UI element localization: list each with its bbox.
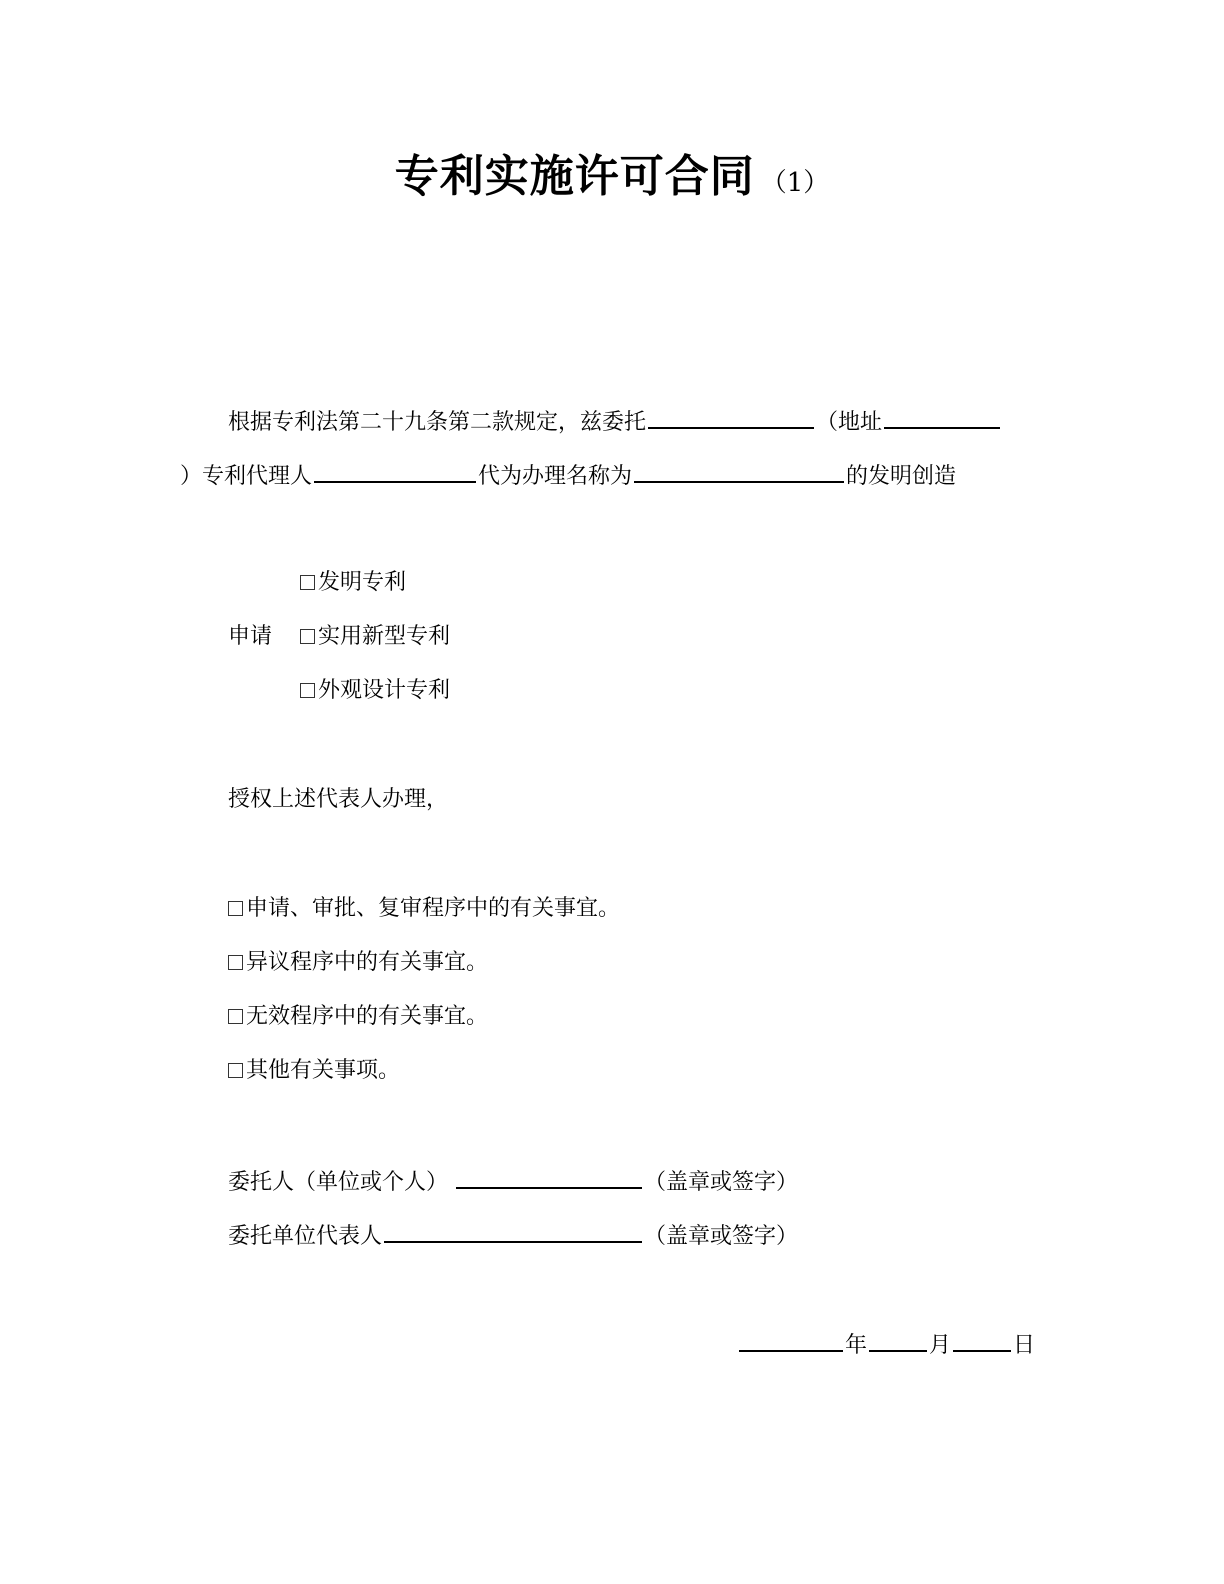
checkbox-icon[interactable] — [300, 629, 315, 644]
invention-name-label: 代为办理名称为 — [478, 464, 633, 489]
year-field[interactable] — [739, 1328, 843, 1352]
matter-item[interactable] — [228, 948, 488, 978]
matter-label: 无效程序中的有关事宜。 — [246, 1004, 489, 1029]
checkbox-icon[interactable] — [228, 1009, 243, 1024]
checkbox-icon[interactable] — [228, 955, 243, 970]
title-number: （1） — [760, 168, 830, 198]
intro-text: 根据专利法第二十九条第二款规定，兹委托 — [228, 410, 647, 435]
address-field[interactable] — [884, 405, 1000, 429]
representative-signature-line — [228, 1219, 798, 1252]
entrustee-field[interactable] — [648, 405, 814, 429]
matter-label: 其他有关事项。 — [246, 1058, 401, 1083]
matter-label: 申请、审批、复审程序中的有关事宜。 — [246, 896, 621, 921]
month-field[interactable] — [869, 1328, 927, 1352]
matter-item[interactable] — [228, 1056, 400, 1086]
day-label: 日 — [1013, 1333, 1036, 1358]
checkbox-icon[interactable] — [300, 683, 315, 698]
representative-label: 委托单位代表人 — [228, 1224, 383, 1249]
apply-option-invention[interactable] — [300, 568, 406, 598]
authorize-text: 授权上述代表人办理， — [228, 787, 449, 812]
representative-signature-field[interactable] — [384, 1219, 642, 1243]
month-label: 月 — [929, 1333, 952, 1358]
address-label: （地址 — [816, 410, 883, 435]
intro-line-2 — [180, 459, 956, 492]
document-title — [0, 140, 1224, 204]
title-main: 专利实施许可合同 — [394, 151, 755, 202]
matter-item[interactable] — [228, 1002, 488, 1032]
option-label: 实用新型专利 — [318, 624, 451, 649]
apply-option-utility-model[interactable] — [300, 622, 450, 652]
apply-option-design[interactable] — [300, 676, 450, 706]
principal-signature-field[interactable] — [456, 1165, 642, 1189]
agent-label: ）专利代理人 — [180, 464, 313, 489]
representative-note: （盖章或签字） — [644, 1224, 799, 1249]
matter-item[interactable] — [228, 894, 620, 924]
intro-line-1 — [228, 405, 1002, 438]
principal-label: 委托人（单位或个人） — [228, 1170, 449, 1195]
checkbox-icon[interactable] — [228, 901, 243, 916]
checkbox-icon[interactable] — [228, 1063, 243, 1078]
year-label: 年 — [845, 1333, 868, 1358]
date-line — [737, 1328, 1035, 1361]
option-label: 外观设计专利 — [318, 678, 451, 703]
checkbox-icon[interactable] — [300, 575, 315, 590]
option-label: 发明专利 — [318, 570, 407, 595]
agent-field[interactable] — [314, 459, 476, 483]
matter-label: 异议程序中的有关事宜。 — [246, 950, 489, 975]
invention-name-field[interactable] — [634, 459, 844, 483]
apply-label: 申请 — [228, 624, 273, 649]
day-field[interactable] — [953, 1328, 1011, 1352]
invention-suffix: 的发明创造 — [846, 464, 957, 489]
principal-signature-line — [228, 1165, 798, 1198]
principal-note: （盖章或签字） — [644, 1170, 799, 1195]
